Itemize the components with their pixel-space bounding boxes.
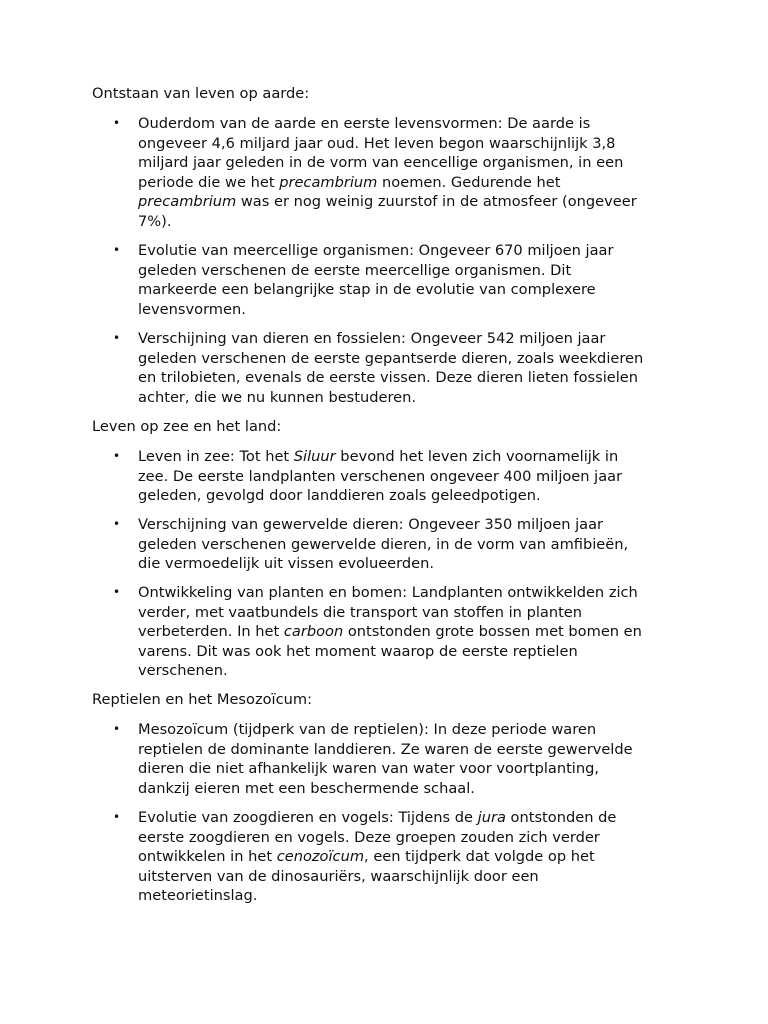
text-line <box>138 642 753 662</box>
text-line <box>138 261 753 281</box>
text-line <box>138 886 753 906</box>
text-line <box>138 661 753 681</box>
text-line <box>138 779 753 799</box>
italic-term: precambrium <box>279 173 378 191</box>
text-run: was er nog weinig zuurstof in de atmosfeer (ongeveer <box>236 193 637 211</box>
text-run: ontwikkelen in het <box>138 848 277 866</box>
text-run: Ontwikkeling van planten en bomen: Landplanten ontwikkelden zich <box>138 584 638 601</box>
text-run: varens. Dit was ook het moment waarop de eerste reptielen <box>138 642 578 660</box>
text-run: Evolutie van zoogdieren en vogels: Tijdens de <box>138 809 478 826</box>
text-run: markeerde een belangrijke stap in de evolutie van complexere <box>138 281 596 299</box>
text-line <box>138 759 753 779</box>
italic-term: precambrium <box>138 193 237 211</box>
text-run: meteorietinslag. <box>138 887 258 905</box>
text-run: achter, die we nu kunnen bestuderen. <box>138 388 417 406</box>
italic-term: carboon <box>283 623 344 641</box>
text-line <box>138 515 753 535</box>
bullet: • <box>113 517 121 531</box>
text-line <box>138 173 753 193</box>
text-line <box>138 368 753 388</box>
text-run: Ouderdom van de aarde en eerste levensvormen: De aarde is <box>138 115 591 132</box>
text-line <box>138 583 753 603</box>
bullet: • <box>113 722 121 736</box>
text-run: geleden verschenen de eerste meercellige organismen. Dit <box>138 261 572 279</box>
text-run: 7%). <box>138 212 172 230</box>
text-run: zee. De eerste landplanten verschenen ongeveer 400 miljoen jaar <box>138 467 623 485</box>
text-line <box>138 329 753 349</box>
text-run: Verschijning van dieren en fossielen: Ongeveer 542 miljoen jaar <box>138 330 606 347</box>
italic-term: cenozoïcum <box>276 848 365 866</box>
bullet: • <box>113 449 121 463</box>
bullet: • <box>113 585 121 599</box>
text-run: Evolutie van meercellige organismen: Ongeveer 670 miljoen jaar <box>138 242 614 259</box>
text-line <box>138 720 753 740</box>
text-line <box>138 486 753 506</box>
text-run: reptielen de dominante landdieren. Ze waren de eerste gewervelde <box>138 740 633 758</box>
list-item-text <box>138 241 753 319</box>
text-run: verschenen. <box>138 662 228 680</box>
text-run: bevond het leven zich voornamelijk in <box>335 448 619 465</box>
text-line <box>138 300 753 320</box>
text-run: levensvormen. <box>138 300 246 318</box>
list-item-text <box>138 808 753 906</box>
text-line <box>138 622 753 642</box>
text-line <box>138 847 753 867</box>
section-heading-reptiles-mesozoic: Reptielen en het Mesozoïcum: <box>92 691 313 708</box>
text-line <box>138 114 753 134</box>
text-line <box>138 134 753 154</box>
text-run: geleden verschenen gewervelde dieren, in de vorm van amfibieën, <box>138 535 629 553</box>
section-heading-origin-of-life: Ontstaan van leven op aarde: <box>92 85 310 102</box>
text-run: Mesozoïcum (tijdperk van de reptielen): In deze periode waren <box>138 721 597 738</box>
text-run: verder, met vaatbundels die transport van stoffen in planten <box>138 603 583 621</box>
list-item-text <box>138 515 753 574</box>
text-run: uitsterven van de dinosauriërs, waarschijnlijk door een <box>138 867 539 885</box>
list-item-text <box>138 114 753 232</box>
text-line <box>138 603 753 623</box>
text-run: Leven in zee: Tot het <box>138 448 294 465</box>
text-line <box>138 388 753 408</box>
text-line <box>138 447 753 467</box>
text-run: Verschijning van gewervelde dieren: Ongeveer 350 miljoen jaar <box>138 516 604 533</box>
text-run: periode die we het <box>138 173 280 191</box>
text-run: die vermoedelijk uit vissen evolueerden. <box>138 555 435 573</box>
text-line <box>138 153 753 173</box>
text-run: eerste zoogdieren en vogels. Deze groepen zouden zich verder <box>138 828 600 846</box>
bullet: • <box>113 331 121 345</box>
text-line <box>138 535 753 555</box>
text-line <box>138 467 753 487</box>
text-line <box>138 828 753 848</box>
text-run: geleden, gevolgd door landdieren zoals geleedpotigen. <box>138 487 541 505</box>
list-item-text <box>138 720 753 798</box>
italic-term: jura <box>477 809 506 826</box>
text-run: dankzij eieren met een beschermende schaal. <box>138 779 475 797</box>
text-line <box>138 554 753 574</box>
text-line <box>138 349 753 369</box>
text-line <box>138 740 753 760</box>
italic-term: Siluur <box>293 448 336 465</box>
text-line <box>138 280 753 300</box>
text-run: verbeterden. In het <box>138 623 284 641</box>
text-run: en trilobieten, evenals de eerste vissen. Deze dieren lieten fossielen <box>138 369 639 387</box>
bullet: • <box>113 243 121 257</box>
list-item-text <box>138 447 753 506</box>
text-run: geleden verschenen de eerste gepantserde dieren, zoals weekdieren <box>138 349 644 367</box>
list-item-text <box>138 583 753 681</box>
text-run: ontstonden de <box>505 809 617 826</box>
bullet: • <box>113 810 121 824</box>
text-run: dieren die niet afhankelijk waren van water voor voortplanting, <box>138 760 600 778</box>
text-run: noemen. Gedurende het <box>377 173 561 191</box>
text-line <box>138 867 753 887</box>
text-line <box>138 808 753 828</box>
text-run: , een tijdperk dat volgde op het <box>364 848 595 866</box>
text-line <box>138 241 753 261</box>
text-line <box>138 212 753 232</box>
text-run: ontstonden grote bossen met bomen en <box>343 623 642 641</box>
text-run: ongeveer 4,6 miljard jaar oud. Het leven begon waarschijnlijk 3,8 <box>138 134 616 152</box>
text-line <box>138 192 753 212</box>
text-run: miljard jaar geleden in de vorm van eencellige organismen, in een <box>138 154 624 172</box>
list-item-text <box>138 329 753 407</box>
bullet: • <box>113 116 121 130</box>
section-heading-sea-and-land: Leven op zee en het land: <box>92 418 282 435</box>
